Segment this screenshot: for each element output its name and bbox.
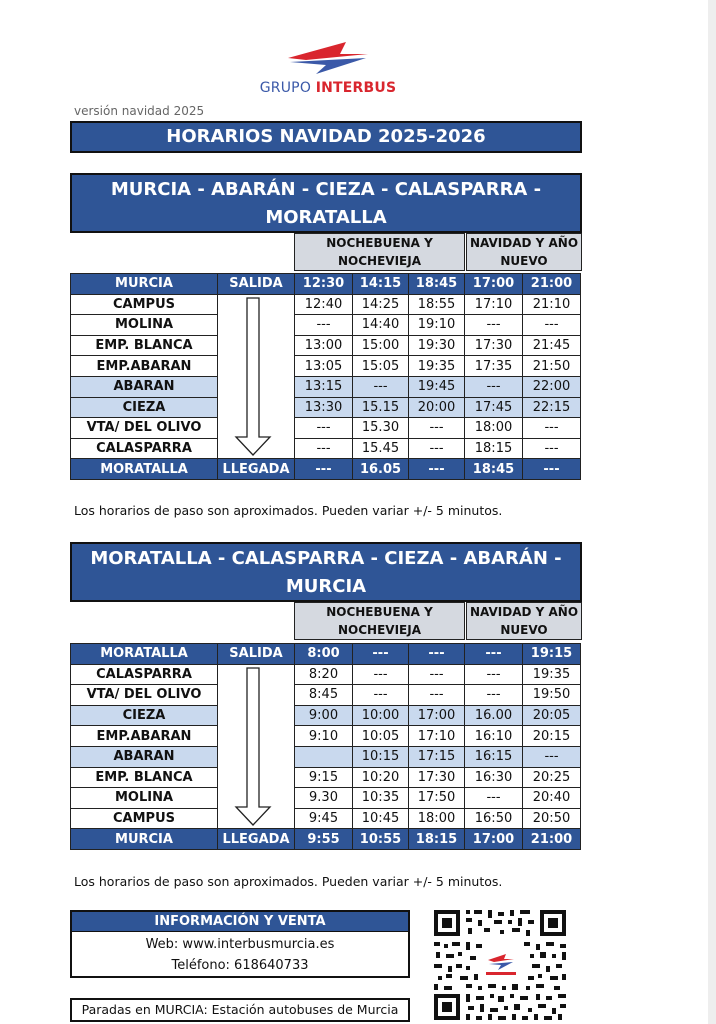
stop-name: VTA/ DEL OLIVO (71, 685, 218, 706)
time-cell: 16.00 (465, 705, 523, 726)
time-cell: 20:40 (523, 788, 581, 809)
time-cell: 20:05 (523, 705, 581, 726)
stop-name: CIEZA (71, 705, 218, 726)
time-cell: 13:05 (295, 356, 353, 377)
departure-label: SALIDA (218, 644, 295, 665)
stop-name: MURCIA (71, 274, 218, 295)
time-cell: 15.30 (353, 418, 409, 439)
stop-name: ABARAN (71, 746, 218, 767)
table-row (71, 376, 581, 397)
time-cell: --- (465, 376, 523, 397)
time-cell: 9:10 (295, 726, 353, 747)
logo-text (258, 80, 398, 96)
time-cell: 9:15 (295, 767, 353, 788)
outbound-schedule-table (70, 273, 581, 480)
time-cell: --- (353, 376, 409, 397)
stop-name: CIEZA (71, 397, 218, 418)
route-arrow-cell (218, 664, 295, 829)
time-cell: --- (353, 685, 409, 706)
time-cell: 12:40 (295, 294, 353, 315)
time-cell: 18:00 (409, 808, 465, 829)
time-cell: 21:00 (523, 274, 581, 295)
time-cell: 16:15 (465, 746, 523, 767)
time-cell: --- (295, 438, 353, 459)
time-cell: 15:05 (353, 356, 409, 377)
table-row (71, 685, 581, 706)
table-row (71, 294, 581, 315)
time-cell: --- (409, 438, 465, 459)
time-cell: 17:00 (465, 274, 523, 295)
table-row (71, 418, 581, 439)
time-cell: 19:45 (409, 376, 465, 397)
time-cell: 18:15 (465, 438, 523, 459)
time-cell: 17:15 (409, 746, 465, 767)
stop-name: MOLINA (71, 788, 218, 809)
stop-name: MORATALLA (71, 644, 218, 665)
time-cell: --- (465, 685, 523, 706)
stop-name: MURCIA (71, 829, 218, 850)
route-arrow-cell (218, 294, 295, 459)
time-cell: --- (523, 438, 581, 459)
time-cell: 15.45 (353, 438, 409, 459)
time-cell: 9:55 (295, 829, 353, 850)
time-cell: 14:40 (353, 315, 409, 336)
time-cell: 20:00 (409, 397, 465, 418)
time-cell: --- (523, 315, 581, 336)
time-cell: 18:00 (465, 418, 523, 439)
down-arrow-icon (233, 297, 273, 457)
table-row (71, 829, 581, 850)
time-cell: 16:10 (465, 726, 523, 747)
inbound-group2-line2: NUEVO (500, 623, 548, 637)
interbus-logo-icon (286, 38, 370, 78)
table-row (71, 356, 581, 377)
time-cell: 17:30 (465, 335, 523, 356)
time-cell: --- (465, 315, 523, 336)
time-cell: --- (465, 644, 523, 665)
time-cell: --- (409, 644, 465, 665)
time-cell: 10:15 (353, 746, 409, 767)
time-cell: 9:45 (295, 808, 353, 829)
time-cell: 20:25 (523, 767, 581, 788)
arrival-label: LLEGADA (218, 829, 295, 850)
time-cell: 18:45 (409, 274, 465, 295)
time-cell: 13:00 (295, 335, 353, 356)
stop-name: EMP. BLANCA (71, 767, 218, 788)
time-cell: 17:45 (465, 397, 523, 418)
info-title: INFORMACIÓN Y VENTA (72, 912, 408, 932)
outbound-group-navidad (466, 233, 582, 271)
time-cell (295, 746, 353, 767)
time-cell: 17:10 (465, 294, 523, 315)
time-cell: 14:25 (353, 294, 409, 315)
table-row (71, 726, 581, 747)
outbound-title-line1: MURCIA - ABARÁN - CIEZA - CALASPARRA - (110, 179, 542, 200)
inbound-route-title (70, 542, 582, 602)
time-cell: 18:55 (409, 294, 465, 315)
table-row (71, 397, 581, 418)
time-cell: 18:45 (465, 459, 523, 480)
time-cell: 15.15 (353, 397, 409, 418)
time-cell: 10:35 (353, 788, 409, 809)
stop-name: VTA/ DEL OLIVO (71, 418, 218, 439)
time-cell: 17:30 (409, 767, 465, 788)
inbound-title-line1: MORATALLA - CALASPARRA - CIEZA - ABARÁN - (90, 548, 562, 569)
time-cell: --- (523, 746, 581, 767)
time-cell: 10:55 (353, 829, 409, 850)
time-cell: --- (409, 459, 465, 480)
time-cell: --- (353, 664, 409, 685)
info-web: Web: www.interbusmurcia.es (145, 937, 335, 952)
time-cell: 19:30 (409, 335, 465, 356)
time-cell: 22:00 (523, 376, 581, 397)
time-cell: 17:50 (409, 788, 465, 809)
time-cell: 19:50 (523, 685, 581, 706)
time-cell: 21:00 (523, 829, 581, 850)
inbound-group1-line1: NOCHEBUENA Y (326, 605, 433, 619)
time-cell: 8:00 (295, 644, 353, 665)
time-cell: --- (295, 459, 353, 480)
departure-label: SALIDA (218, 274, 295, 295)
logo-text-main: INTERBUS (315, 80, 397, 96)
stop-name: MOLINA (71, 315, 218, 336)
stop-name: MORATALLA (71, 459, 218, 480)
time-cell: 10:20 (353, 767, 409, 788)
logo-text-prefix: GRUPO (259, 80, 312, 96)
time-cell: 18:15 (409, 829, 465, 850)
time-cell: --- (295, 418, 353, 439)
table-row (71, 788, 581, 809)
time-cell: 10:45 (353, 808, 409, 829)
page-edge-shadow (708, 0, 716, 1024)
inbound-group2-line1: NAVIDAD Y AÑO (469, 605, 579, 619)
stop-name: CALASPARRA (71, 438, 218, 459)
inbound-schedule-table (70, 643, 581, 850)
time-cell: --- (465, 664, 523, 685)
time-cell: 17:00 (465, 829, 523, 850)
table-row (71, 459, 581, 480)
grupo-interbus-logo (258, 38, 398, 100)
inbound-group-nochebuena (294, 602, 465, 640)
table-row (71, 767, 581, 788)
page-title: HORARIOS NAVIDAD 2025-2026 (70, 121, 582, 153)
table-row (71, 315, 581, 336)
table-row (71, 274, 581, 295)
stop-name: CALASPARRA (71, 664, 218, 685)
time-cell: --- (523, 459, 581, 480)
time-cell: 16:50 (465, 808, 523, 829)
time-cell: 16.05 (353, 459, 409, 480)
outbound-group2-line2: NUEVO (500, 254, 548, 268)
info-sales-box (70, 910, 410, 978)
time-cell: 17:00 (409, 705, 465, 726)
time-cell: --- (295, 315, 353, 336)
time-cell: 17:35 (465, 356, 523, 377)
arrival-label: LLEGADA (218, 459, 295, 480)
time-cell: 13:30 (295, 397, 353, 418)
time-cell: 14:15 (353, 274, 409, 295)
time-cell: 8:20 (295, 664, 353, 685)
inbound-title-line2: MURCIA (285, 576, 367, 597)
table-row (71, 335, 581, 356)
table-row (71, 705, 581, 726)
table-row (71, 438, 581, 459)
outbound-disclaimer: Los horarios de paso son aproximados. Pueden variar +/- 5 minutos. (74, 503, 503, 518)
time-cell: 10:05 (353, 726, 409, 747)
time-cell: 8:45 (295, 685, 353, 706)
time-cell: 9:00 (295, 705, 353, 726)
time-cell: 15:00 (353, 335, 409, 356)
time-cell: --- (409, 418, 465, 439)
time-cell: 20:50 (523, 808, 581, 829)
outbound-group-nochebuena (294, 233, 465, 271)
inbound-group-navidad (466, 602, 582, 640)
inbound-group1-line2: NOCHEVIEJA (338, 623, 421, 637)
time-cell: 10:00 (353, 705, 409, 726)
stop-name: EMP. BLANCA (71, 335, 218, 356)
info-phone: Teléfono: 618640733 (171, 958, 309, 973)
time-cell: 19:35 (523, 664, 581, 685)
time-cell: 13:15 (295, 376, 353, 397)
version-label: versión navidad 2025 (74, 104, 205, 118)
time-cell: --- (353, 644, 409, 665)
time-cell: --- (409, 685, 465, 706)
time-cell: 21:45 (523, 335, 581, 356)
time-cell: 21:50 (523, 356, 581, 377)
time-cell: 9.30 (295, 788, 353, 809)
time-cell: 16:30 (465, 767, 523, 788)
stops-note: Paradas en MURCIA: Estación autobuses de Murcia (70, 998, 410, 1022)
table-row (71, 808, 581, 829)
outbound-title-line2: MORATALLA (265, 207, 387, 228)
outbound-route-title (70, 173, 582, 233)
outbound-group1-line1: NOCHEBUENA Y (326, 236, 433, 250)
stop-name: ABARAN (71, 376, 218, 397)
time-cell: --- (465, 788, 523, 809)
table-row (71, 746, 581, 767)
table-row (71, 644, 581, 665)
time-cell: 19:15 (523, 644, 581, 665)
time-cell: --- (523, 418, 581, 439)
outbound-group1-line2: NOCHEVIEJA (338, 254, 421, 268)
outbound-group2-line1: NAVIDAD Y AÑO (469, 236, 579, 250)
down-arrow-icon (233, 667, 273, 827)
stop-name: CAMPUS (71, 294, 218, 315)
stop-name: EMP.ABARAN (71, 726, 218, 747)
stop-name: CAMPUS (71, 808, 218, 829)
time-cell: 19:10 (409, 315, 465, 336)
qr-code-icon (432, 908, 570, 1022)
time-cell: 17:10 (409, 726, 465, 747)
time-cell: 19:35 (409, 356, 465, 377)
time-cell: --- (409, 664, 465, 685)
time-cell: 20:15 (523, 726, 581, 747)
time-cell: 21:10 (523, 294, 581, 315)
table-row (71, 664, 581, 685)
stop-name: EMP.ABARAN (71, 356, 218, 377)
inbound-disclaimer: Los horarios de paso son aproximados. Pueden variar +/- 5 minutos. (74, 874, 503, 889)
time-cell: 22:15 (523, 397, 581, 418)
time-cell: 12:30 (295, 274, 353, 295)
